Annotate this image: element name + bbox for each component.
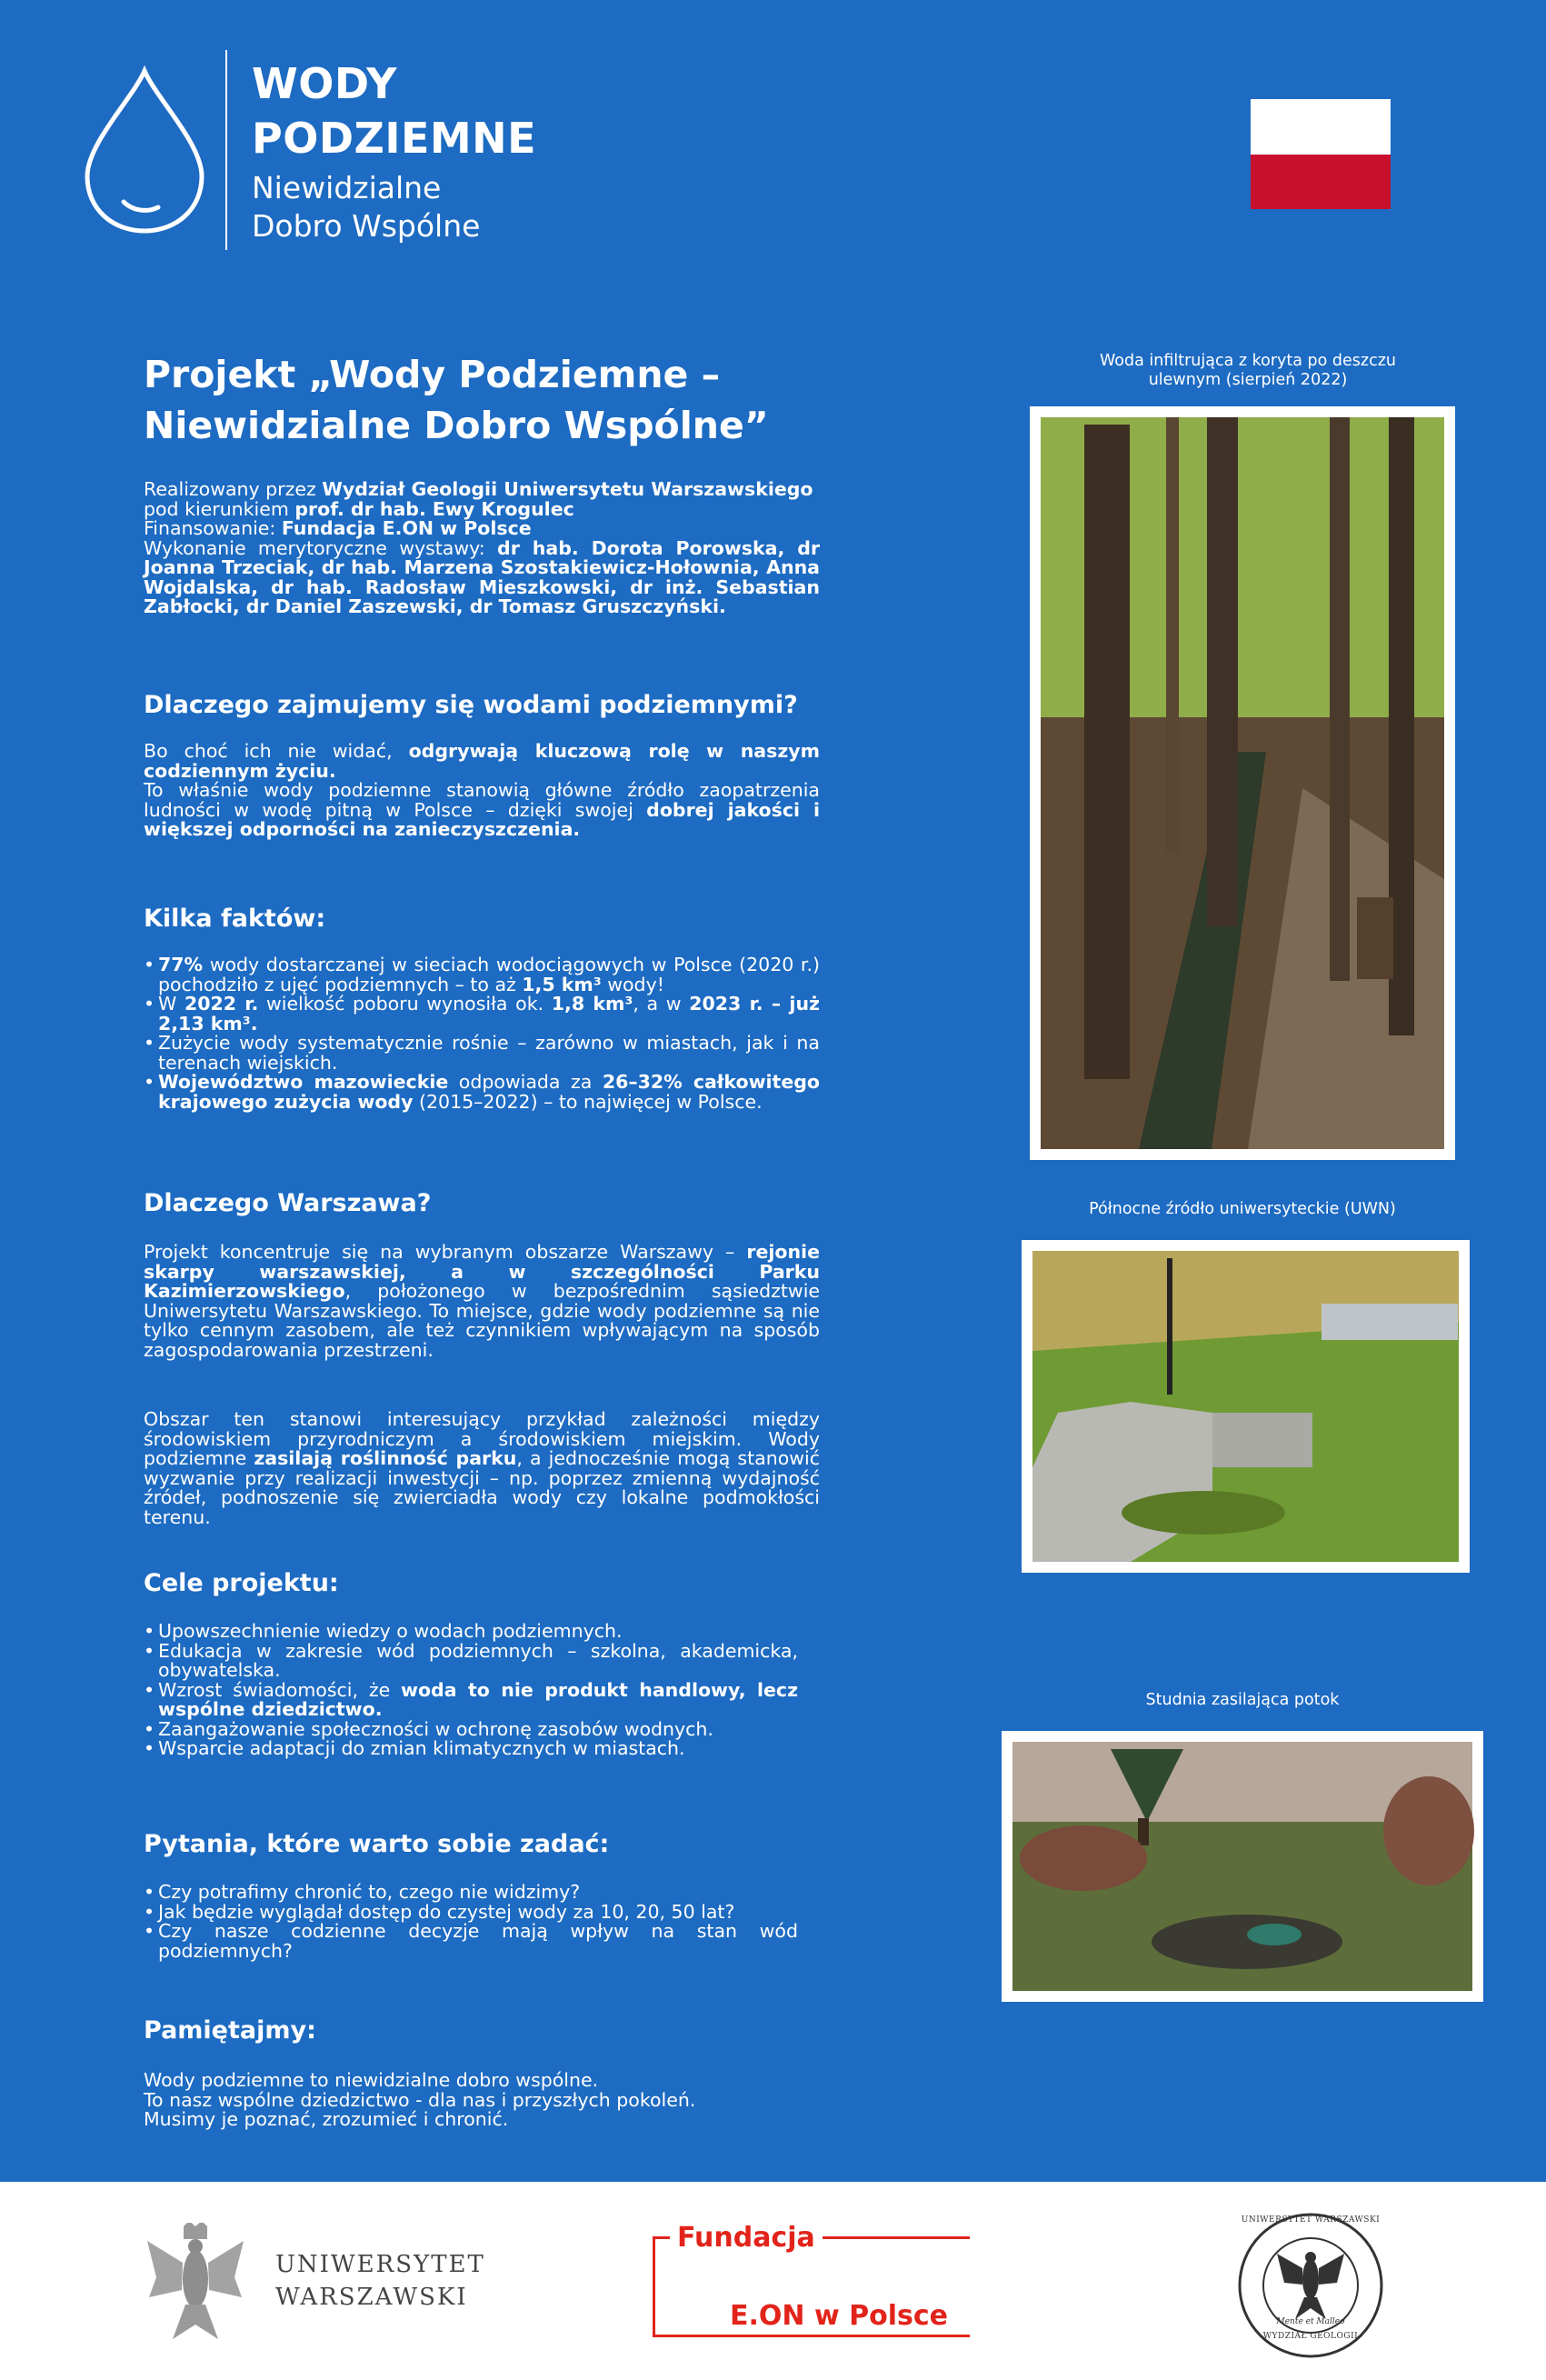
list-item: • 77% wody dostarczanej w sieciach wodociągowych w Polsce (2020 r.) pochodziło z ujęć podziemnych – to aż 1,5 km³ wody! <box>144 955 820 995</box>
warsaw-text-2: Obszar ten stanowi interesujący przykład zależności między środowiskiem przyrodniczym a środowiskiem miejskim. Wody podziemne zasilają roślinność parku, a jednocześnie mogą stanowić wyzwanie przy realizacji inwestycji – np. poprzez zmienną wydajność źródeł, podnoszenie się zwierciadła wody czy lokalne podmokłości terenu. <box>144 1408 820 1528</box>
warsaw-heading: Dlaczego Warszawa? <box>144 1189 432 1217</box>
why-heading: Dlaczego zajmujemy się wodami podziemnymi? <box>144 691 798 719</box>
polish-flag-icon <box>1251 99 1391 209</box>
remember-text: Wody podziemne to niewidzialne dobro wspólne. To nasz wspólne dziedzictwo - dla nas i przyszłych pokoleń. Musimy je poznać, zrozumieć i chronić. <box>144 2069 696 2130</box>
uw-logo-text: UNIWERSYTET WARSZAWSKI <box>275 2251 485 2311</box>
list-item: • Zaangażowanie społeczności w ochronę zasobów wodnych. <box>144 1720 798 1740</box>
intro-heading: Projekt „Wody Podziemne – Niewidzialne Dobro Wspólne” <box>144 353 769 447</box>
list-item: • Wzrost świadomości, że woda to nie produkt handlowy, lecz wspólne dziedzictwo. <box>144 1681 798 1720</box>
water-drop-logo-icon <box>80 65 209 236</box>
photo-forest-stream <box>1030 406 1455 1160</box>
questions-heading: Pytania, które warto sobie zadać: <box>144 1830 610 1858</box>
photo-well <box>1002 1731 1483 2002</box>
remember-heading: Pamiętajmy: <box>144 2016 316 2045</box>
warsaw-text-1: Projekt koncentruje się na wybranym obszarze Warszawy – rejonie skarpy warszawskiej, a w szczególności Parku Kazimierzowskiego, położonego w bezpośrednim sąsiedztwie Uniwersytetu Warszawskiego. To miejsce, gdzie wody podziemne są nie tylko cennym zasobem, ale też czynnikiem wpływającym na sposób zagospodarowania przestrzeni. <box>144 1241 820 1361</box>
list-item: • Zużycie wody systematycznie rośnie – zarówno w miastach, jak i na terenach wiejskich. <box>144 1034 820 1073</box>
intro-credits: Realizowany przez Wydział Geologii Uniwersytetu Warszawskiego pod kierunkiem prof. dr hab. Ewy Krogulec Finansowanie: Fundacja E.ON w Polsce Wykonanie merytoryczne wystawy: dr hab. Dorota Porowska, dr Joanna Trzeciak, dr hab. Marzena Szostakiewicz-Hołownia, Anna Wojdalska, dr hab. Radosław Mieszkowski, dr inż. Sebastian Zabłocki, dr Daniel Zaszewski, dr Tomasz Gruszczyński. <box>144 478 820 617</box>
forest-stream-image <box>1030 406 1455 1160</box>
logo-divider <box>225 50 227 250</box>
why-text: Bo choć ich nie widać, odgrywają kluczową rolę w naszym codziennym życiu. To właśnie wody podziemne stanowią główne źródło zaopatrzenia ludności w wodę pitną w Polsce – dzięki swojej dobrej jakości i większej odporności na zanieczyszczenia. <box>144 740 820 840</box>
eagle-emblem-icon <box>145 2223 245 2345</box>
goals-list <box>144 1622 798 1759</box>
list-item: • Czy nasze codzienne decyzje mają wpływ na stan wód podziemnych? <box>144 1922 798 1961</box>
list-item: • W 2022 r. wielkość poboru wynosiła ok. 1,8 km³, a w 2023 r. – już 2,13 km³. <box>144 995 820 1034</box>
photo-caption-1: Woda infiltrująca z koryta po deszczu ulewnym (sierpień 2022) <box>1100 352 1396 389</box>
facts-list <box>144 955 820 1112</box>
seal-top-text: UNIWERSYTET WARSZAWSKI <box>1241 2215 1381 2225</box>
list-item: • Jak będzie wyglądał dostęp do czystej wody za 10, 20, 50 lat? <box>144 1903 798 1923</box>
list-item: • Województwo mazowieckie odpowiada za 26–32% całkowitego krajowego zużycia wody (2015–2022) – to najwięcej w Polsce. <box>144 1073 820 1112</box>
well-image <box>1002 1731 1483 2002</box>
seal-motto-text: Mente et Malleo <box>1276 2317 1345 2326</box>
questions-list <box>144 1883 798 1961</box>
photo-university-spring <box>1022 1240 1470 1573</box>
photo-caption-3: Studnia zasilająca potok <box>1145 1691 1340 1709</box>
list-item: • Edukacja w zakresie wód podziemnych – szkolna, akademicka, obywatelska. <box>144 1642 798 1681</box>
facts-heading: Kilka faktów: <box>144 905 326 933</box>
project-logo-title: WODY PODZIEMNE <box>252 59 537 163</box>
seal-bottom-text: WYDZIAŁ GEOLOGII <box>1262 2332 1359 2341</box>
faculty-seal <box>1237 2212 1384 2359</box>
eon-logo-line1: Fundacja <box>670 2222 823 2254</box>
goals-heading: Cele projektu: <box>144 1569 339 1597</box>
list-item: • Czy potrafimy chronić to, czego nie widzimy? <box>144 1883 798 1903</box>
project-logo-subtitle: Niewidzialne Dobro Wspólne <box>252 170 481 244</box>
university-spring-image <box>1022 1240 1470 1573</box>
list-item: • Upowszechnienie wiedzy o wodach podziemnych. <box>144 1622 798 1642</box>
photo-caption-2: Północne źródło uniwersyteckie (UWN) <box>1089 1200 1396 1218</box>
list-item: • Wsparcie adaptacji do zmian klimatycznych w miastach. <box>144 1739 798 1759</box>
eon-logo-line2: E.ON w Polsce <box>723 2300 955 2332</box>
